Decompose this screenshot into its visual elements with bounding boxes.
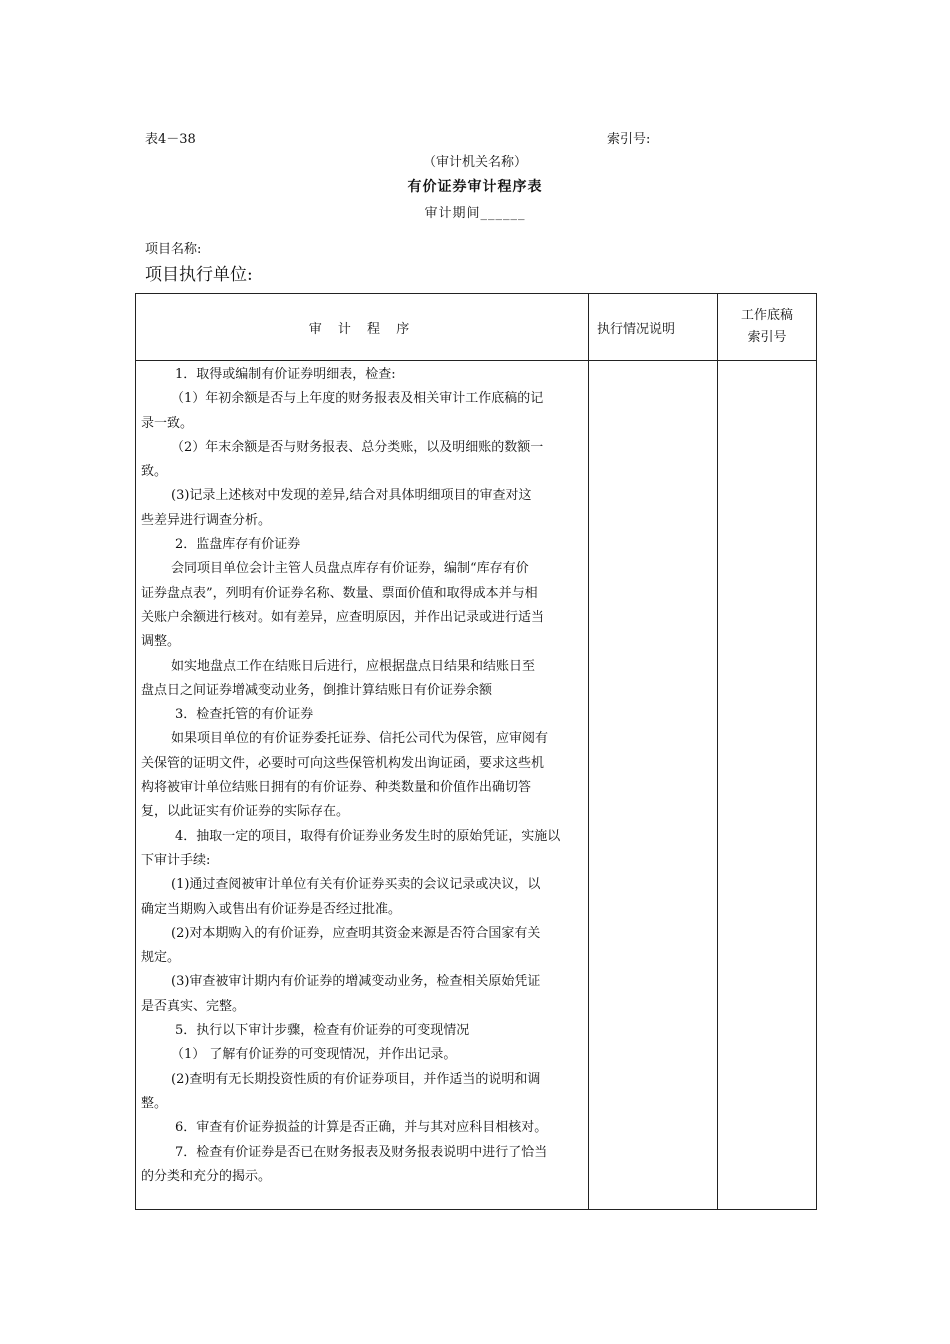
audit-org-name: （审计机关名称） <box>422 155 527 170</box>
procedure-line: 致。 <box>141 464 168 480</box>
table-body-row <box>136 361 817 1210</box>
audit-period: 审计期间______ <box>424 206 526 221</box>
procedure-line: （2）年末余额是否与财务报表、总分类账，以及明细账的数额一 <box>171 439 544 455</box>
procedure-line: 3．检查托管的有价证券 <box>175 707 314 723</box>
procedure-line: （1）年初余额是否与上年度的财务报表及相关审计工作底稿的记 <box>171 391 544 407</box>
procedure-line: 的分类和充分的揭示。 <box>141 1168 272 1184</box>
procedure-line: 下审计手续: <box>141 852 211 868</box>
procedure-line: 调整。 <box>141 634 181 650</box>
workpaper-index-cell[interactable] <box>718 361 817 1210</box>
procedure-line: (3)记录上述核对中发现的差异,结合对具体明细项目的审查对这 <box>171 488 532 504</box>
audit-procedure-cell <box>136 361 589 1210</box>
procedure-line: (3)审查被审计期内有价证券的增减变动业务，检查相关原始凭证 <box>171 974 541 990</box>
audit-program-table <box>135 293 817 1210</box>
procedure-line: 会同项目单位会计主管人员盘点库存有价证券，编制“库存有价 <box>171 561 529 577</box>
procedure-line: 6．审查有价证券损益的计算是否正确，并与其对应科目相核对。 <box>175 1120 548 1136</box>
procedure-line: 5．执行以下审计步骤，检查有价证券的可变现情况 <box>175 1023 470 1039</box>
header-workpaper-index <box>718 294 817 361</box>
procedure-line: 规定。 <box>141 950 181 966</box>
procedure-line: 2．监盘库存有价证券 <box>175 537 301 553</box>
procedure-line: 如果项目单位的有价证券委托证券、信托公司代为保管，应审阅有 <box>171 731 549 747</box>
header-workpaper-index-line1: 工作底稿 <box>740 308 793 323</box>
procedure-line: 7．检查有价证券是否已在财务报表及财务报表说明中进行了恰当 <box>175 1144 548 1160</box>
procedure-line: 4．抽取一定的项目，取得有价证券业务发生时的原始凭证，实施以 <box>175 828 561 844</box>
procedure-line: 关保管的证明文件，必要时可向这些保管机构发出询证函，要求这些机 <box>141 755 545 771</box>
procedure-line: 复，以此证实有价证券的实际存在。 <box>141 804 350 820</box>
execution-notes-cell[interactable] <box>589 361 718 1210</box>
project-name-label: 项目名称: <box>145 242 202 257</box>
procedure-line: (2)对本期购入的有价证券，应查明其资金来源是否符合国家有关 <box>171 925 541 941</box>
procedure-line: 些差异进行调查分析。 <box>141 512 272 528</box>
header-execution-notes: 执行情况说明 <box>589 294 718 361</box>
table-number: 表4－38 <box>145 132 196 147</box>
project-unit-label: 项目执行单位: <box>145 265 253 285</box>
procedure-line: 证券盘点表”，列明有价证券名称、数量、票面价值和取得成本并与相 <box>141 585 538 601</box>
procedure-line: 确定当期购入或售出有价证券是否经过批准。 <box>141 901 402 917</box>
procedure-line: 构将被审计单位结账日拥有的有价证券、种类数量和价值作出确切答 <box>141 780 532 796</box>
procedure-line: (2)查明有无长期投资性质的有价证券项目，并作适当的说明和调 <box>171 1071 541 1087</box>
procedure-line: 关账户余额进行核对。如有差异，应查明原因，并作出记录或进行适当 <box>141 609 545 625</box>
header-audit-procedure: 审 计 程 序 <box>136 294 589 361</box>
procedure-line: 盘点日之间证券增减变动业务，倒推计算结账日有价证券余额 <box>141 682 493 698</box>
index-number-label: 索引号: <box>607 132 651 147</box>
procedure-line: （1） 了解有价证券的可变现情况，并作出记录。 <box>171 1047 457 1063</box>
procedure-line: 如实地盘点工作在结账日后进行，应根据盘点日结果和结账日至 <box>171 658 536 674</box>
procedure-line: 是否真实、完整。 <box>141 998 246 1014</box>
header-workpaper-index-line2: 索引号 <box>747 330 787 345</box>
procedure-line: 整。 <box>141 1095 168 1111</box>
table-header-row <box>136 294 817 361</box>
procedure-line: (1)通过查阅被审计单位有关有价证券买卖的会议记录或决议，以 <box>171 877 541 893</box>
document-title: 有价证券审计程序表 <box>407 179 543 195</box>
procedure-line: 录一致。 <box>141 415 194 431</box>
procedure-line: 1．取得或编制有价证券明细表，检查: <box>175 367 396 382</box>
